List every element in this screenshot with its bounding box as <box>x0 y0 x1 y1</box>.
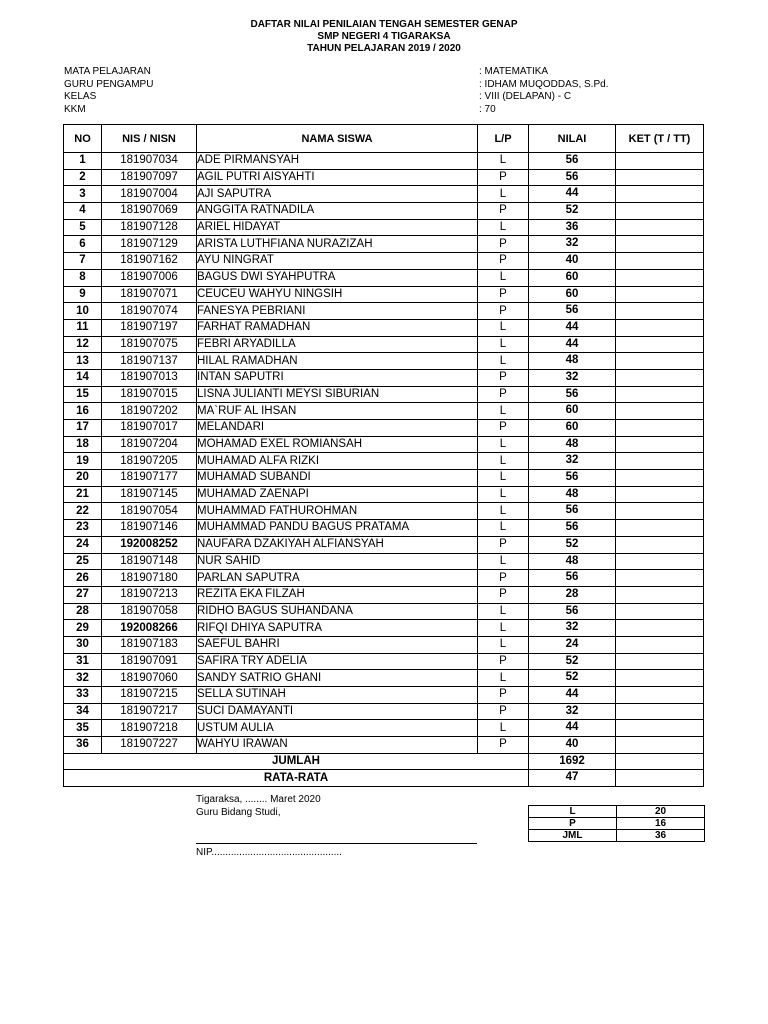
cell-no: 32 <box>64 670 102 687</box>
table-row <box>64 336 704 353</box>
count-label: P <box>529 818 617 830</box>
cell-no: 33 <box>64 687 102 704</box>
cell-no: 31 <box>64 653 102 670</box>
cell-nama: LISNA JULIANTI MEYSI SIBURIAN <box>197 386 478 403</box>
cell-nis: 181907129 <box>102 236 197 253</box>
cell-lp: P <box>478 369 529 386</box>
cell-lp: L <box>478 486 529 503</box>
cell-no: 7 <box>64 253 102 270</box>
cell-nama: USTUM AULIA <box>197 720 478 737</box>
table-row <box>64 653 704 670</box>
cell-nama: ARIEL HIDAYAT <box>197 219 478 236</box>
info-value: : VIII (DELAPAN) - C <box>479 91 572 102</box>
cell-nilai: 56 <box>529 386 616 403</box>
table-row <box>64 620 704 637</box>
cell-no: 25 <box>64 553 102 570</box>
cell-nilai: 60 <box>529 269 616 286</box>
cell-lp: L <box>478 603 529 620</box>
cell-nama: MA`RUF AL IHSAN <box>197 403 478 420</box>
table-row <box>64 186 704 203</box>
cell-nilai: 56 <box>529 470 616 487</box>
cell-ket <box>616 486 704 503</box>
cell-ket <box>616 169 704 186</box>
cell-lp: L <box>478 520 529 537</box>
cell-ket <box>616 336 704 353</box>
info-label: KKM <box>64 103 86 115</box>
header-nilai: NILAI <box>529 125 616 153</box>
cell-no: 34 <box>64 703 102 720</box>
cell-no: 1 <box>64 153 102 170</box>
cell-ket <box>616 253 704 270</box>
cell-nama: MOHAMAD EXEL ROMIANSAH <box>197 436 478 453</box>
cell-lp: L <box>478 319 529 336</box>
cell-no: 9 <box>64 286 102 303</box>
cell-ket <box>616 453 704 470</box>
cell-lp: L <box>478 219 529 236</box>
cell-lp: P <box>478 386 529 403</box>
cell-nilai: 60 <box>529 420 616 437</box>
cell-nama: FARHAT RAMADHAN <box>197 319 478 336</box>
cell-nilai: 52 <box>529 670 616 687</box>
cell-no: 35 <box>64 720 102 737</box>
cell-ket <box>616 670 704 687</box>
cell-lp: P <box>478 737 529 754</box>
count-label: L <box>529 806 617 818</box>
cell-no: 2 <box>64 169 102 186</box>
cell-nama: MUHAMMAD PANDU BAGUS PRATAMA <box>197 520 478 537</box>
cell-ket <box>616 553 704 570</box>
cell-ket <box>616 286 704 303</box>
cell-no: 5 <box>64 219 102 236</box>
cell-nis: 181907146 <box>102 520 197 537</box>
cell-no: 13 <box>64 353 102 370</box>
info-row-class <box>64 91 704 104</box>
cell-no: 18 <box>64 436 102 453</box>
cell-ket <box>616 153 704 170</box>
cell-lp: P <box>478 653 529 670</box>
table-row <box>64 703 704 720</box>
cell-nilai: 32 <box>529 703 616 720</box>
cell-ket <box>616 520 704 537</box>
cell-nilai: 56 <box>529 503 616 520</box>
cell-no: 14 <box>64 369 102 386</box>
info-label: KELAS <box>64 91 97 102</box>
cell-nama: RIDHO BAGUS SUHANDANA <box>197 603 478 620</box>
table-row <box>64 436 704 453</box>
cell-nama: SANDY SATRIO GHANI <box>197 670 478 687</box>
cell-nilai: 44 <box>529 720 616 737</box>
cell-ket <box>616 636 704 653</box>
cell-lp: L <box>478 636 529 653</box>
cell-nis: 192008266 <box>102 620 197 637</box>
rata-ket <box>616 770 704 787</box>
cell-nilai: 44 <box>529 687 616 704</box>
cell-lp: L <box>478 269 529 286</box>
cell-lp: P <box>478 536 529 553</box>
cell-lp: P <box>478 169 529 186</box>
rata-label: RATA-RATA <box>64 770 529 787</box>
table-row <box>64 687 704 704</box>
count-value: 20 <box>617 806 705 818</box>
info-block <box>64 66 704 116</box>
cell-nis: 181907058 <box>102 603 197 620</box>
cell-lp: L <box>478 503 529 520</box>
cell-nis: 181907162 <box>102 253 197 270</box>
cell-nama: SAEFUL BAHRI <box>197 636 478 653</box>
cell-nis: 181907006 <box>102 269 197 286</box>
table-row <box>64 586 704 603</box>
cell-nilai: 40 <box>529 253 616 270</box>
cell-ket <box>616 420 704 437</box>
cell-ket <box>616 653 704 670</box>
table-row <box>64 303 704 320</box>
cell-nilai: 28 <box>529 586 616 603</box>
cell-nis: 181907180 <box>102 570 197 587</box>
gender-count-table <box>528 805 705 842</box>
cell-nis: 181907060 <box>102 670 197 687</box>
table-row <box>64 369 704 386</box>
cell-nama: SELLA SUTINAH <box>197 687 478 704</box>
cell-nama: AYU NINGRAT <box>197 253 478 270</box>
cell-nis: 181907218 <box>102 720 197 737</box>
table-row <box>64 153 704 170</box>
table-row <box>64 203 704 220</box>
table-row <box>64 570 704 587</box>
table-row <box>64 470 704 487</box>
cell-lp: P <box>478 286 529 303</box>
academic-year: TAHUN PELAJARAN 2019 / 2020 <box>307 43 461 54</box>
cell-nis: 181907145 <box>102 486 197 503</box>
cell-nilai: 60 <box>529 403 616 420</box>
cell-nama: ANGGITA RATNADILA <box>197 203 478 220</box>
cell-nilai: 52 <box>529 203 616 220</box>
nip-line: NIP............................................... <box>196 847 342 858</box>
cell-lp: L <box>478 553 529 570</box>
header-nama: NAMA SISWA <box>197 125 478 153</box>
cell-nilai: 24 <box>529 636 616 653</box>
cell-ket <box>616 303 704 320</box>
cell-no: 4 <box>64 203 102 220</box>
header-nis: NIS / NISN <box>102 125 197 153</box>
table-row <box>64 737 704 754</box>
jumlah-ket <box>616 753 704 770</box>
cell-ket <box>616 737 704 754</box>
cell-nilai: 56 <box>529 153 616 170</box>
cell-nis: 181907227 <box>102 737 197 754</box>
cell-ket <box>616 536 704 553</box>
rata-row <box>64 770 704 787</box>
cell-lp: P <box>478 703 529 720</box>
cell-no: 11 <box>64 319 102 336</box>
cell-nama: CEUCEU WAHYU NINGSIH <box>197 286 478 303</box>
cell-nama: ADE PIRMANSYAH <box>197 153 478 170</box>
table-row <box>64 286 704 303</box>
cell-ket <box>616 219 704 236</box>
cell-nilai: 44 <box>529 186 616 203</box>
cell-ket <box>616 319 704 336</box>
table-row <box>64 486 704 503</box>
cell-ket <box>616 353 704 370</box>
cell-ket <box>616 186 704 203</box>
info-label: GURU PENGAMPU <box>64 78 154 90</box>
cell-lp: L <box>478 353 529 370</box>
cell-nilai: 48 <box>529 553 616 570</box>
cell-nis: 181907071 <box>102 286 197 303</box>
cell-lp: L <box>478 436 529 453</box>
cell-nilai: 48 <box>529 436 616 453</box>
header-no: NO <box>64 125 102 153</box>
cell-nama: INTAN SAPUTRI <box>197 369 478 386</box>
cell-nis: 181907215 <box>102 687 197 704</box>
cell-nilai: 60 <box>529 286 616 303</box>
cell-no: 12 <box>64 336 102 353</box>
info-row-teacher <box>64 79 704 92</box>
cell-nama: SUCI DAMAYANTI <box>197 703 478 720</box>
cell-no: 6 <box>64 236 102 253</box>
cell-nama: MUHAMMAD FATHUROHMAN <box>197 503 478 520</box>
cell-nis: 181907017 <box>102 420 197 437</box>
cell-ket <box>616 620 704 637</box>
cell-lp: L <box>478 403 529 420</box>
place-date: Tigaraksa, ........ Maret 2020 <box>196 794 321 805</box>
cell-ket <box>616 720 704 737</box>
table-row <box>64 420 704 437</box>
cell-ket <box>616 603 704 620</box>
table-row <box>64 520 704 537</box>
cell-nis: 181907054 <box>102 503 197 520</box>
jumlah-value: 1692 <box>529 753 616 770</box>
info-row-kkm <box>64 104 704 117</box>
jumlah-label: JUMLAH <box>64 753 529 770</box>
cell-nama: MUHAMAD ALFA RIZKI <box>197 453 478 470</box>
count-row-p <box>529 818 705 830</box>
cell-nama: MUHAMAD ZAENAPI <box>197 486 478 503</box>
cell-no: 29 <box>64 620 102 637</box>
cell-nis: 181907177 <box>102 470 197 487</box>
cell-lp: P <box>478 586 529 603</box>
cell-no: 15 <box>64 386 102 403</box>
cell-nilai: 48 <box>529 353 616 370</box>
info-value: : MATEMATIKA <box>479 66 549 77</box>
cell-nama: FEBRI ARYADILLA <box>197 336 478 353</box>
cell-lp: L <box>478 720 529 737</box>
cell-lp: P <box>478 303 529 320</box>
cell-ket <box>616 436 704 453</box>
table-row <box>64 319 704 336</box>
info-value: : IDHAM MUQODDAS, S.Pd. <box>479 78 609 90</box>
cell-no: 17 <box>64 420 102 437</box>
document-title: DAFTAR NILAI PENILAIAN TENGAH SEMESTER GENAP <box>250 19 518 30</box>
cell-no: 20 <box>64 470 102 487</box>
cell-lp: P <box>478 253 529 270</box>
table-row <box>64 603 704 620</box>
count-value: 16 <box>617 818 705 830</box>
cell-nilai: 56 <box>529 169 616 186</box>
school-name: SMP NEGERI 4 TIGARAKSA <box>317 31 451 42</box>
cell-nis: 181907074 <box>102 303 197 320</box>
cell-nama: FANESYA PEBRIANI <box>197 303 478 320</box>
table-row <box>64 386 704 403</box>
cell-no: 36 <box>64 737 102 754</box>
cell-nama: NUR SAHID <box>197 553 478 570</box>
info-value: : 70 <box>479 103 496 115</box>
cell-no: 19 <box>64 453 102 470</box>
cell-nis: 181907015 <box>102 386 197 403</box>
cell-nama: MUHAMAD SUBANDI <box>197 470 478 487</box>
table-row <box>64 236 704 253</box>
cell-lp: P <box>478 203 529 220</box>
info-row-subject <box>64 66 704 79</box>
cell-nilai: 56 <box>529 603 616 620</box>
cell-nama: NAUFARA DZAKIYAH ALFIANSYAH <box>197 536 478 553</box>
cell-nama: MELANDARI <box>197 420 478 437</box>
cell-no: 26 <box>64 570 102 587</box>
count-label: JML <box>529 830 617 842</box>
cell-lp: L <box>478 336 529 353</box>
info-label: MATA PELAJARAN <box>64 66 151 77</box>
cell-nis: 181907004 <box>102 186 197 203</box>
cell-nama: PARLAN SAPUTRA <box>197 570 478 587</box>
cell-lp: L <box>478 453 529 470</box>
cell-nama: AJI SAPUTRA <box>197 186 478 203</box>
cell-nama: REZITA EKA FILZAH <box>197 586 478 603</box>
cell-nis: 181907202 <box>102 403 197 420</box>
cell-ket <box>616 236 704 253</box>
cell-nis: 181907128 <box>102 219 197 236</box>
cell-nilai: 32 <box>529 453 616 470</box>
table-row <box>64 670 704 687</box>
cell-nis: 181907069 <box>102 203 197 220</box>
cell-nilai: 48 <box>529 486 616 503</box>
cell-nis: 181907075 <box>102 336 197 353</box>
cell-nis: 181907148 <box>102 553 197 570</box>
cell-ket <box>616 269 704 286</box>
cell-lp: L <box>478 186 529 203</box>
cell-nama: BAGUS DWI SYAHPUTRA <box>197 269 478 286</box>
cell-nis: 181907213 <box>102 586 197 603</box>
cell-ket <box>616 687 704 704</box>
cell-no: 22 <box>64 503 102 520</box>
count-row-l <box>529 806 705 818</box>
cell-no: 10 <box>64 303 102 320</box>
cell-nama: SAFIRA TRY ADELIA <box>197 653 478 670</box>
cell-nama: AGIL PUTRI AISYAHTI <box>197 169 478 186</box>
cell-ket <box>616 470 704 487</box>
cell-ket <box>616 403 704 420</box>
table-row <box>64 169 704 186</box>
cell-no: 28 <box>64 603 102 620</box>
cell-nilai: 56 <box>529 570 616 587</box>
cell-lp: P <box>478 570 529 587</box>
table-row <box>64 636 704 653</box>
cell-nilai: 32 <box>529 620 616 637</box>
cell-lp: L <box>478 153 529 170</box>
cell-nis: 181907097 <box>102 169 197 186</box>
cell-no: 8 <box>64 269 102 286</box>
cell-ket <box>616 386 704 403</box>
cell-nilai: 40 <box>529 737 616 754</box>
table-row <box>64 720 704 737</box>
table-row <box>64 453 704 470</box>
table-row <box>64 503 704 520</box>
count-value: 36 <box>617 830 705 842</box>
signature-line <box>196 843 477 844</box>
cell-nilai: 56 <box>529 303 616 320</box>
cell-no: 21 <box>64 486 102 503</box>
cell-nilai: 36 <box>529 219 616 236</box>
cell-nis: 181907091 <box>102 653 197 670</box>
cell-nilai: 52 <box>529 653 616 670</box>
cell-ket <box>616 570 704 587</box>
table-row <box>64 553 704 570</box>
cell-nilai: 44 <box>529 319 616 336</box>
cell-nama: RIFQI DHIYA SAPUTRA <box>197 620 478 637</box>
table-row <box>64 536 704 553</box>
cell-ket <box>616 503 704 520</box>
count-row-jml <box>529 830 705 842</box>
cell-ket <box>616 203 704 220</box>
cell-no: 16 <box>64 403 102 420</box>
table-header-row <box>64 125 704 153</box>
cell-ket <box>616 586 704 603</box>
cell-nilai: 52 <box>529 536 616 553</box>
table-row <box>64 219 704 236</box>
jumlah-row <box>64 753 704 770</box>
cell-nis: 181907013 <box>102 369 197 386</box>
cell-nis: 181907137 <box>102 353 197 370</box>
cell-nis: 181907205 <box>102 453 197 470</box>
cell-no: 23 <box>64 520 102 537</box>
cell-nilai: 44 <box>529 336 616 353</box>
cell-nis: 181907034 <box>102 153 197 170</box>
grades-table <box>63 124 704 787</box>
header-ket: KET (T / TT) <box>616 125 704 153</box>
cell-lp: L <box>478 620 529 637</box>
table-row <box>64 253 704 270</box>
cell-nama: ARISTA LUTHFIANA NURAZIZAH <box>197 236 478 253</box>
cell-lp: L <box>478 670 529 687</box>
teacher-role: Guru Bidang Studi, <box>196 807 281 818</box>
cell-ket <box>616 369 704 386</box>
table-row <box>64 403 704 420</box>
cell-nis: 192008252 <box>102 536 197 553</box>
rata-value: 47 <box>529 770 616 787</box>
cell-no: 3 <box>64 186 102 203</box>
cell-lp: P <box>478 236 529 253</box>
cell-nama: WAHYU IRAWAN <box>197 737 478 754</box>
cell-no: 30 <box>64 636 102 653</box>
cell-lp: P <box>478 687 529 704</box>
cell-nis: 181907183 <box>102 636 197 653</box>
cell-ket <box>616 703 704 720</box>
cell-nis: 181907204 <box>102 436 197 453</box>
cell-lp: L <box>478 470 529 487</box>
cell-lp: P <box>478 420 529 437</box>
cell-nama: HILAL RAMADHAN <box>197 353 478 370</box>
cell-no: 27 <box>64 586 102 603</box>
cell-nilai: 56 <box>529 520 616 537</box>
table-row <box>64 269 704 286</box>
cell-no: 24 <box>64 536 102 553</box>
cell-nis: 181907217 <box>102 703 197 720</box>
cell-nilai: 32 <box>529 236 616 253</box>
cell-nilai: 32 <box>529 369 616 386</box>
cell-nis: 181907197 <box>102 319 197 336</box>
table-row <box>64 353 704 370</box>
header-lp: L/P <box>478 125 529 153</box>
